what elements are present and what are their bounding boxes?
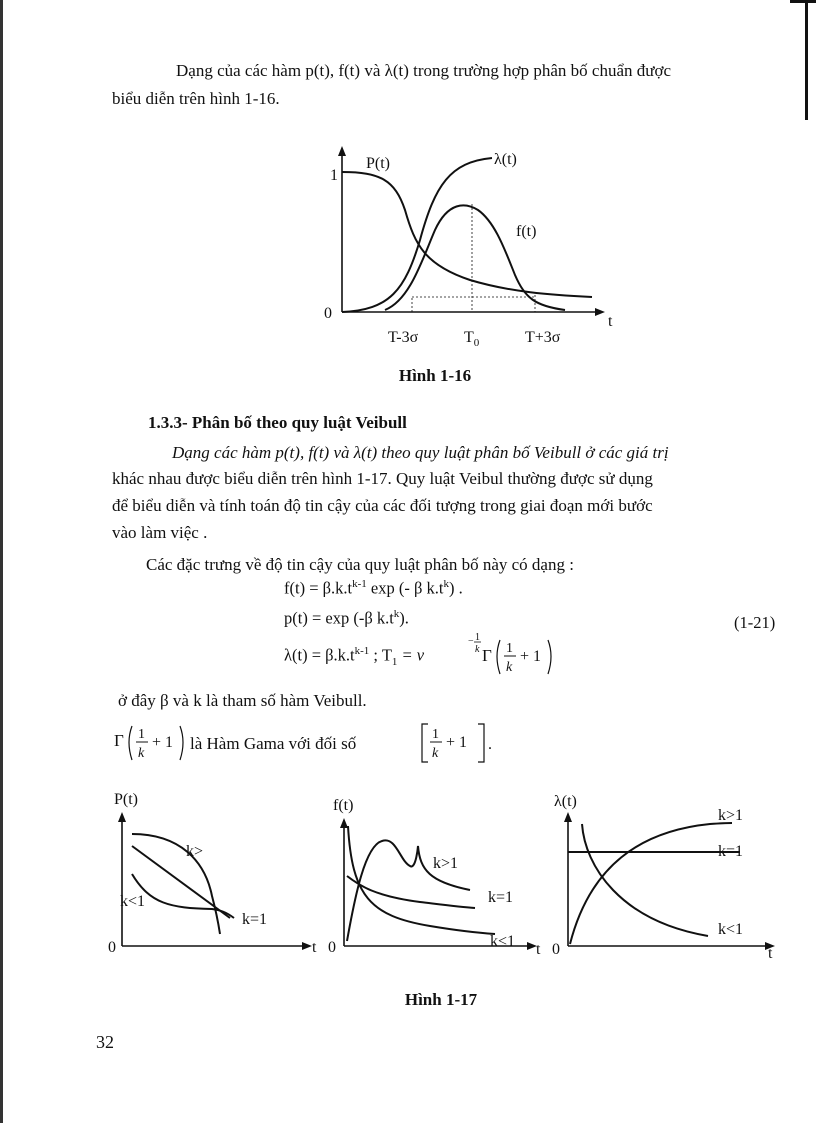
svg-text:t: t (768, 945, 773, 962)
fig17-f-curve-k-lt-1 (348, 826, 495, 934)
svg-text:1: 1 (432, 727, 439, 742)
svg-text:k=1: k=1 (242, 911, 268, 928)
fig17-l-curve-k-gt-1 (570, 823, 732, 944)
fig17-caption: Hình 1-17 (404, 990, 478, 1009)
svg-text:k>: k> (186, 843, 204, 860)
fig16-label-zero: 0 (324, 305, 332, 322)
fig17-f-label: f(t) (333, 797, 354, 814)
section-heading: 1.3.3- Phân bố theo quy luật Veibull (148, 413, 407, 432)
svg-text:+ 1: + 1 (446, 734, 468, 751)
note-line-2-text: là Hàm Gama với đối số (190, 734, 357, 753)
svg-text:k>1: k>1 (433, 855, 459, 872)
fig16-tick-right: T+3σ (525, 329, 561, 346)
fig17-p-label: P(t) (114, 791, 138, 808)
fig17-p-curve-k-lt-1 (132, 874, 234, 918)
svg-text:t: t (312, 939, 317, 956)
fig17-l-curve-k-lt-1 (582, 824, 708, 936)
svg-text:0: 0 (328, 939, 336, 956)
fig17-panel-p (108, 791, 317, 956)
svg-text:k: k (506, 660, 513, 675)
svg-text:Γ: Γ (114, 731, 124, 750)
intro-line-2: biểu diễn trên hình 1-16. (112, 89, 280, 108)
svg-text:t: t (536, 941, 541, 958)
note-bracket-expression (418, 716, 498, 768)
fig16-x-arrow (595, 308, 605, 316)
page-number: 32 (96, 1032, 114, 1052)
fig17-f-curve-k-eq-1 (347, 876, 475, 908)
section-para1-line1: Dạng các hàm p(t), f(t) và λ(t) theo quy luật phân bố Veibull ở các giá trị (172, 443, 669, 462)
svg-text:k=1: k=1 (718, 843, 744, 860)
svg-text:k<1: k<1 (120, 893, 146, 910)
svg-text:+ 1: + 1 (520, 648, 542, 665)
svg-text:1: 1 (138, 727, 145, 742)
svg-text:k: k (475, 644, 480, 655)
fig17-p-curve-k-gt-1 (132, 834, 220, 934)
fig16-label-p: P(t) (366, 155, 390, 172)
equation-number: (1-21) (734, 613, 776, 632)
svg-text:Γ: Γ (482, 646, 492, 665)
scan-edge-top-right (790, 0, 816, 3)
note-line-1: ở đây β và k là tham số hàm Veibull. (118, 691, 367, 710)
fig16-y-arrow (338, 146, 346, 156)
fig16-caption: Hình 1-16 (398, 366, 472, 385)
equation-lambda-exponent-gamma (468, 628, 558, 684)
scan-edge-left (0, 0, 3, 1123)
fig16-tick-center: $T_0$ (464, 329, 480, 349)
section-para2: Các đặc trưng về độ tin cậy của quy luật phân bố này có dạng : (146, 555, 574, 574)
svg-text:k: k (432, 746, 439, 761)
figure-1-17 (100, 786, 800, 976)
fig17-panel-lambda (552, 793, 775, 962)
fig17-l-label: λ(t) (554, 793, 577, 810)
equation-f: $f(t) = \beta.k.t^{k-1}$ exp (- β $k.t^k$) . (284, 578, 463, 598)
intro-line-1: Dạng của các hàm p(t), f(t) và λ(t) trong trường hợp phân bố chuẩn được (176, 61, 672, 80)
svg-text:1: 1 (475, 632, 480, 643)
equation-lambda: $\lambda(t) = \beta.k.t^{k-1}$ ; $T_1 = \nu$ (284, 645, 425, 668)
fig16-lambda-curve (342, 158, 492, 312)
fig16-label-one: 1 (330, 167, 338, 184)
svg-text:k: k (138, 746, 145, 761)
svg-text:k>1: k>1 (718, 807, 744, 824)
fig16-tick-left: T-3σ (388, 329, 419, 346)
fig16-label-lambda: λ(t) (494, 151, 517, 168)
section-para1-line2: khác nhau được biểu diễn trên hình 1-17. Quy luật Veibul thường được sử dụng (112, 469, 653, 488)
svg-text:0: 0 (108, 939, 116, 956)
svg-text:−: − (468, 636, 474, 647)
svg-text:+ 1: + 1 (152, 734, 174, 751)
section-para1-line4: vào làm việc . (112, 523, 208, 542)
fig17-panel-f (328, 797, 541, 958)
figure-1-16 (310, 140, 620, 360)
svg-text:k<1: k<1 (718, 921, 744, 938)
fig16-label-t: t (608, 313, 613, 330)
svg-text:0: 0 (552, 941, 560, 958)
svg-text:k=1: k=1 (488, 889, 514, 906)
svg-text:.: . (488, 736, 492, 753)
fig16-f-curve (385, 205, 565, 310)
section-para1-line3: để biểu diễn và tính toán độ tin cậy của các đối tượng trong giai đoạn mới bước (112, 496, 653, 515)
equation-p: p(t) = exp (-β $k.t^k$). (284, 608, 409, 628)
fig16-label-f: f(t) (516, 223, 537, 240)
svg-text:1: 1 (506, 641, 513, 656)
svg-text:k<1: k<1 (490, 933, 516, 950)
fig16-p-curve (342, 172, 592, 297)
